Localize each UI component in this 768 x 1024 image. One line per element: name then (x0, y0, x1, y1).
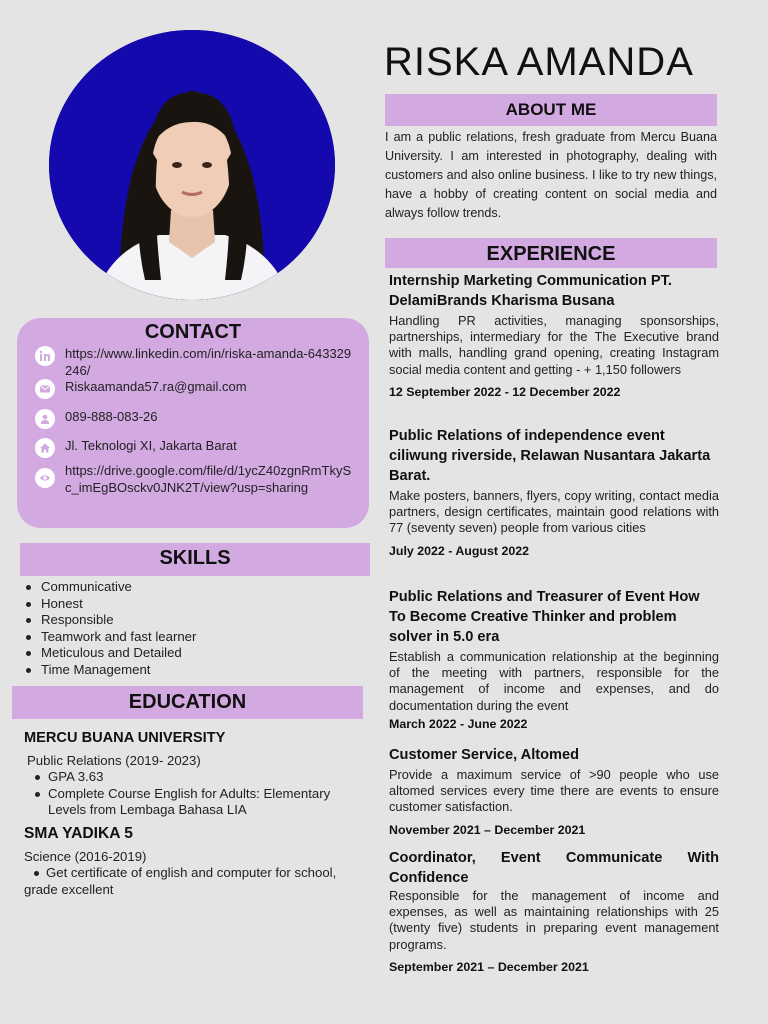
experience-item (389, 745, 719, 837)
skills-list (41, 579, 196, 679)
experience-item (389, 587, 719, 731)
experience-title: Public Relations and Treasurer of Event How To Become Creative Thinker and problem solver in 5.0 era (389, 589, 700, 645)
contact-heading: CONTACT (144, 321, 242, 343)
about-heading: ABOUT ME (385, 94, 717, 126)
contact-address (35, 438, 355, 458)
experience-item (389, 848, 719, 974)
about-text: I am a public relations, fresh graduate from Mercu Buana University. I am interested in photography, dealing with customers and also online business. I like to try new things, have a hobby of creating content on social media and always follow trends. (385, 130, 717, 220)
candidate-name: RISKA AMANDA (384, 40, 694, 84)
contact-text: https://www.linkedin.com/in/riska-amanda-643329246/ (65, 346, 352, 378)
experience-description: Provide a maximum service of >90 people who use altomed services every time there are events to ensure customer satisfaction. (389, 767, 719, 815)
experience-title: Coordinator, Event Communicate With Confidence (389, 850, 719, 886)
skill-item: Honest (41, 596, 196, 613)
experience-description: Handling PR activities, managing sponsorships, partnerships, intermediary for the The Executive brand with malls, handling grand opening, creating Instagram social media content and getting - + 1,150 followers (389, 313, 719, 377)
experience-date: July 2022 - August 2022 (389, 543, 530, 558)
school-name: MERCU BUANA UNIVERSITY (24, 730, 226, 746)
linkedin-icon (35, 346, 55, 366)
experience-description: Establish a communication relationship at the beginning of the meeting with partners, responsible for the management of income and expenses, and do documentation during the event (389, 649, 719, 713)
contact-text: https://drive.google.com/file/d/1ycZ40zgnRmTkySc_imEgBOsckv0JNK2T/view?usp=sharing (65, 463, 352, 495)
profile-photo (49, 30, 335, 300)
school-name: SMA YADIKA 5 (24, 825, 133, 842)
eye-icon (35, 468, 55, 488)
contact-phone[interactable] (35, 409, 355, 429)
education-bullet: GPA 3.63 (48, 769, 358, 786)
experience-date: September 2021 – December 2021 (389, 959, 589, 974)
contact-text: Jl. Teknologi XI, Jakarta Barat (65, 438, 237, 453)
experience-date: March 2022 - June 2022 (389, 716, 528, 731)
skill-item: Responsible (41, 612, 196, 629)
experience-title: Customer Service, Altomed (389, 747, 580, 763)
skills-heading: SKILLS (20, 543, 370, 576)
home-icon (35, 438, 55, 458)
experience-item (389, 426, 719, 558)
school-program: Public Relations (2019- 2023) (27, 753, 201, 768)
skill-item: Meticulous and Detailed (41, 645, 196, 662)
skill-item: Communicative (41, 579, 196, 596)
contact-card (17, 318, 369, 528)
email-icon (35, 379, 55, 399)
experience-item (389, 271, 719, 399)
education-bullet: Get certificate of english and computer for school, grade excellent (24, 865, 344, 898)
experience-description: Make posters, banners, flyers, copy writing, contact media partners, design certificates, maintain good relations with 77 (seventy seven) people from various cities (389, 488, 719, 536)
experience-date: November 2021 – December 2021 (389, 822, 586, 837)
skill-item: Teamwork and fast learner (41, 628, 197, 644)
school-program: Science (2016-2019) (24, 849, 147, 864)
user-icon (35, 409, 55, 429)
contact-linkedin[interactable] (35, 346, 355, 379)
experience-description: Responsible for the management of income and expenses, as well as maintaining relationships with 25 (twenty five) students in preparing event management programs. (389, 888, 719, 952)
school-bullets (24, 865, 344, 898)
experience-date: 12 September 2022 - 12 December 2022 (389, 384, 621, 399)
contact-portfolio[interactable] (35, 463, 355, 496)
skill-item: Time Management (41, 662, 196, 679)
contact-email[interactable] (35, 379, 355, 399)
education-heading: EDUCATION (12, 686, 363, 719)
education-bullet: Complete Course English for Adults: Elementary Levels from Lembaga Bahasa LIA (48, 786, 358, 819)
contact-text: 089-888-083-26 (65, 409, 158, 424)
experience-heading: EXPERIENCE (385, 238, 717, 268)
portrait-illustration (49, 30, 335, 300)
school-bullets (48, 769, 358, 819)
experience-title: Internship Marketing Communication PT. DelamiBrands Kharisma Busana (389, 273, 672, 309)
contact-text: Riskaamanda57.ra@gmail.com (65, 379, 247, 394)
experience-title: Public Relations of independence event ciliwung riverside, Relawan Nusantara Jakarta Barat. (389, 428, 711, 484)
